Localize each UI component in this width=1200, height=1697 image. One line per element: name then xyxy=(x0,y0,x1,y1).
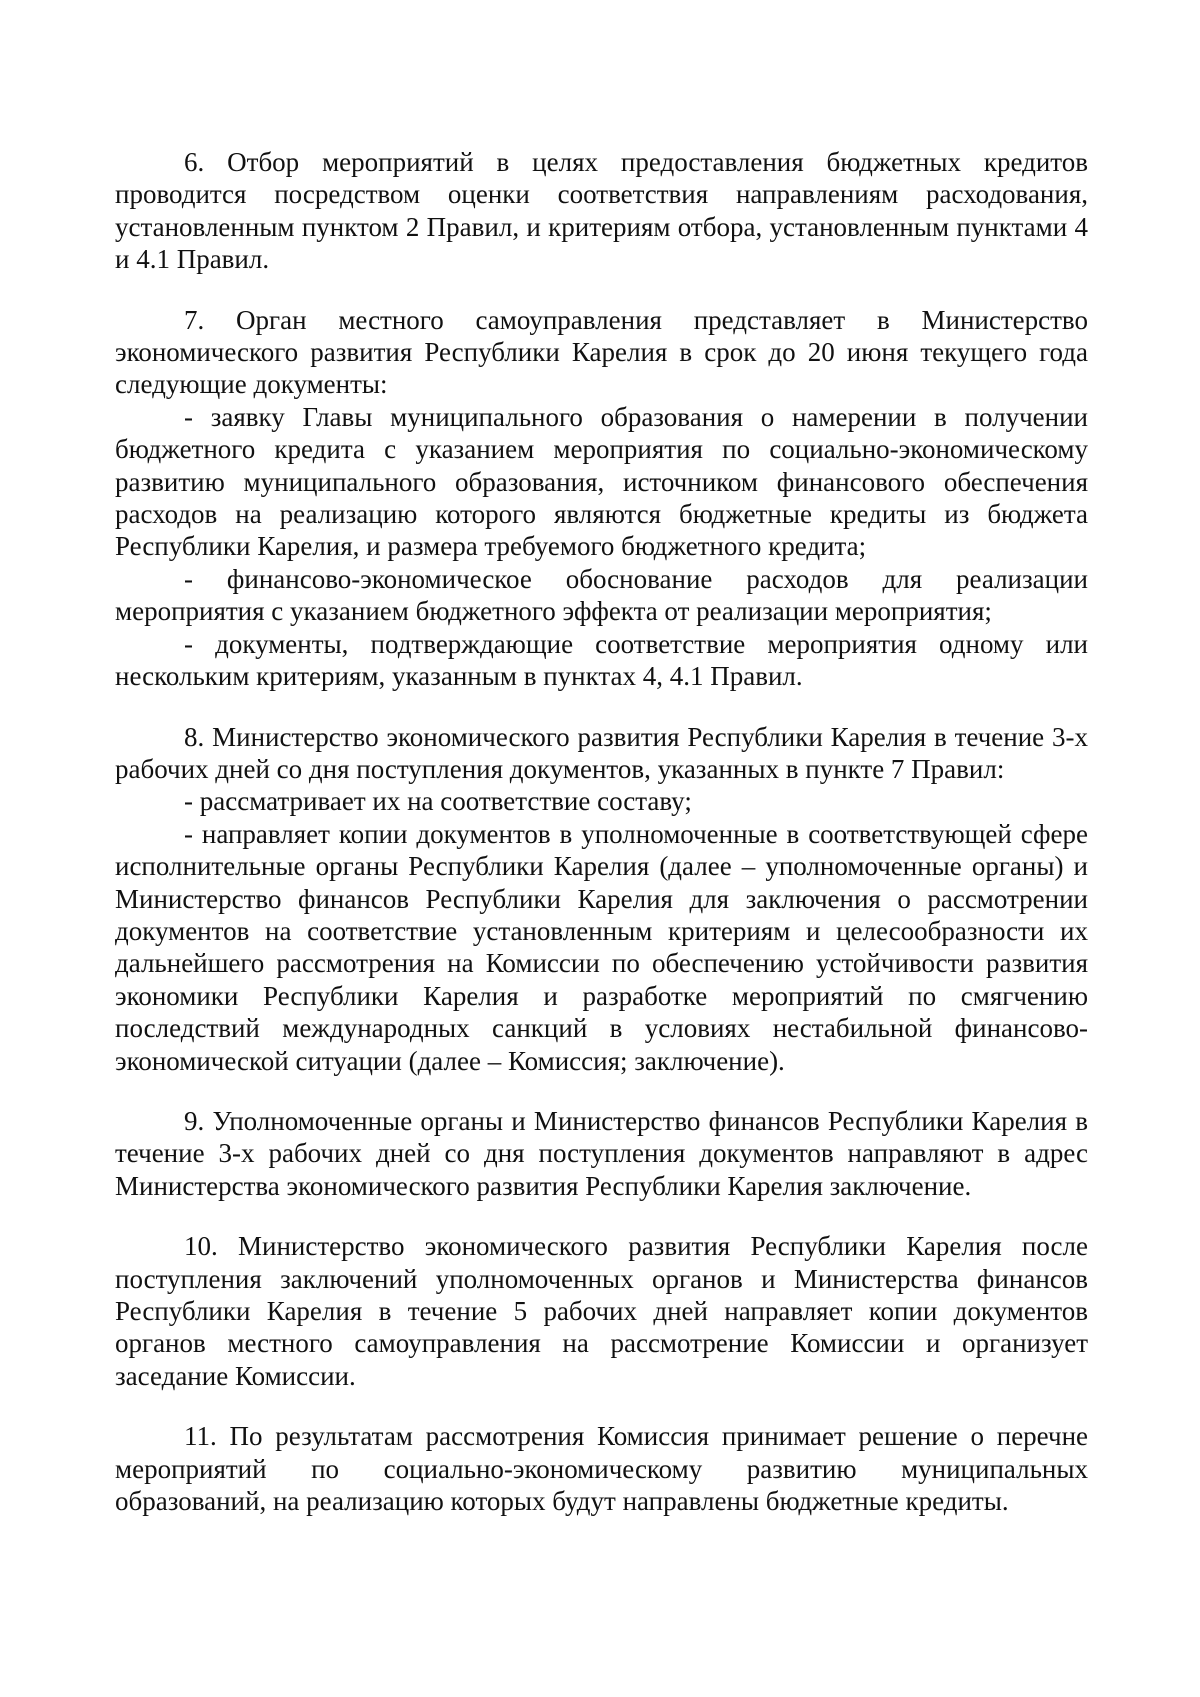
paragraph-8: 8. Министерство экономического развития Республики Карелия в течение 3-х рабочих дней со дня поступления документов, указанных в пункте 7 Правил: xyxy=(115,721,1088,784)
paragraph-7-item-2: - финансово-экономическое обоснование расходов для реализации мероприятия с указанием бюджетного эффекта от реализации мероприятия; xyxy=(115,563,1088,627)
paragraph-gap xyxy=(115,276,1088,304)
paragraph-7-item-1: - заявку Главы муниципального образования о намерении в получении бюджетного кредита с указанием мероприятия по социально-экономическому развитию муниципального образования, источником финансового обеспечения расходов на реализацию которого являются бюджетные кредиты из бюджета Республики Карелия, и размера требуемого бюджетного кредита; xyxy=(115,401,1088,562)
document-body xyxy=(115,146,1088,1517)
paragraph-7: 7. Орган местного самоуправления представляет в Министерство экономического развития Республики Карелия в срок до 20 июня текущего года следующие документы: xyxy=(115,304,1088,400)
paragraph-6: 6. Отбор мероприятий в целях предоставления бюджетных кредитов проводится посредством оценки соответствия направлениям расходования, установленным пунктом 2 Правил, и критериям отбора, установленным пунктами 4 и 4.1 Правил. xyxy=(115,147,1088,275)
paragraph-gap xyxy=(115,693,1088,721)
paragraph-gap xyxy=(115,1202,1088,1230)
paragraph-9: 9. Уполномоченные органы и Министерство финансов Республики Карелия в течение 3-х рабочих дней со дня поступления документов направляют в адрес Министерства экономического развития Республики Карелия заключение. xyxy=(115,1105,1088,1201)
paragraph-11: 11. По результатам рассмотрения Комиссия принимает решение о перечне мероприятий по социально-экономическому развитию муниципальных образований, на реализацию которых будут направлены бюджетные кредиты. xyxy=(115,1421,1088,1517)
paragraph-10: 10. Министерство экономического развития Республики Карелия после поступления заключений уполномоченных органов и Министерства финансов Республики Карелия в течение 5 рабочих дней направляет копии документов органов местного самоуправления на рассмотрение Комиссии и организует заседание Комиссии. xyxy=(115,1231,1088,1391)
paragraph-gap xyxy=(115,1077,1088,1105)
paragraph-gap xyxy=(115,1392,1088,1420)
paragraph-8-item-2: - направляет копии документов в уполномоченные в соответствующей сфере исполнительные органы Республики Карелия (далее – уполномоченные органы) и Министерство финансов Республики Карелия для заключения о рассмотрении документов на соответствие установленным критериям и целесообразности их дальнейшего рассмотрения на Комиссии по обеспечению устойчивости развития экономики Республики Карелия и разработке мероприятий по смягчению последствий международных санкций в условиях нестабильной финансово-экономической ситуации (далее – Комиссия; заключение). xyxy=(115,818,1088,1076)
paragraph-7-item-3: - документы, подтверждающие соответствие мероприятия одному или нескольким критериям, указанным в пунктах 4, 4.1 Правил. xyxy=(115,628,1088,692)
paragraph-8-item-1: - рассматривает их на соответствие составу; xyxy=(184,786,692,817)
